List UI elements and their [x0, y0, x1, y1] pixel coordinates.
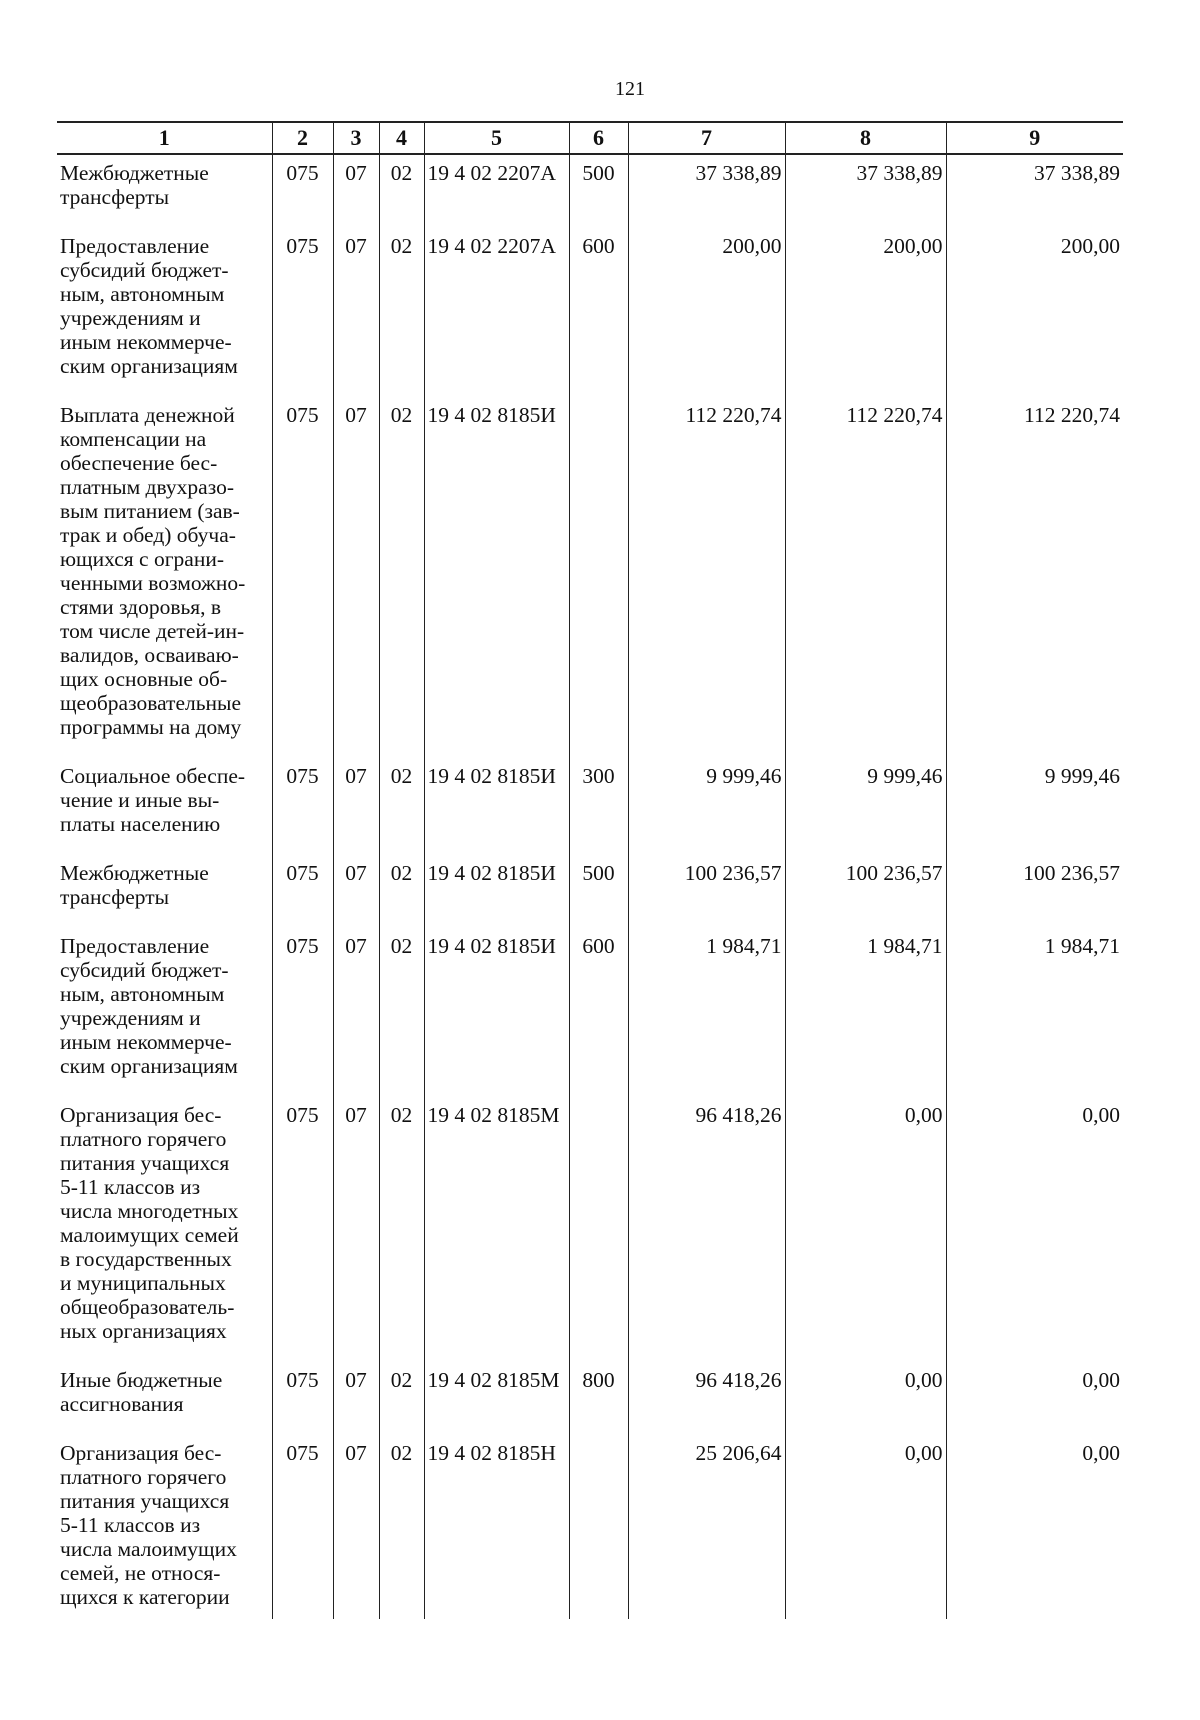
cell-target-article: 19 4 02 8185Н — [424, 1435, 569, 1619]
cell-subsection: 02 — [379, 1097, 424, 1362]
cell-amount-col8: 200,00 — [785, 228, 946, 397]
cell-expense-type: 500 — [569, 154, 628, 228]
cell-amount-col8: 0,00 — [785, 1362, 946, 1435]
row-name: Организация бес- платного горячего питания учащихся 5-11 классов из числа малоимущих семей, не относя- щихся к категории — [57, 1435, 272, 1619]
header-row — [57, 122, 1123, 154]
table-row — [57, 397, 1123, 758]
column-header: 1 — [57, 122, 272, 154]
column-header: 6 — [569, 122, 628, 154]
cell-target-article: 19 4 02 8185И — [424, 397, 569, 758]
column-header: 7 — [628, 122, 785, 154]
row-name: Межбюджетные трансферты — [57, 154, 272, 228]
row-name: Выплата денежной компенсации на обеспечение бес- платным двухразо- вым питанием (зав- трак и обед) обуча- ющихся с ограни- ченными возможно- стями здоровья, в том числе детей-ин- валидов, осваиваю- щих основные об- щеобразовательные программы на дому — [57, 397, 272, 758]
cell-subsection: 02 — [379, 855, 424, 928]
budget-table — [57, 121, 1123, 1619]
table-row — [57, 1435, 1123, 1619]
cell-amount-col7: 200,00 — [628, 228, 785, 397]
cell-expense-type — [569, 397, 628, 758]
cell-amount-col9: 0,00 — [946, 1435, 1123, 1619]
cell-amount-col7: 112 220,74 — [628, 397, 785, 758]
cell-amount-col7: 100 236,57 — [628, 855, 785, 928]
cell-target-article: 19 4 02 8185И — [424, 928, 569, 1097]
cell-ministry-code: 075 — [272, 1362, 333, 1435]
cell-expense-type — [569, 1097, 628, 1362]
column-header: 9 — [946, 122, 1123, 154]
cell-subsection: 02 — [379, 397, 424, 758]
cell-amount-col8: 112 220,74 — [785, 397, 946, 758]
table-row — [57, 1097, 1123, 1362]
cell-amount-col8: 37 338,89 — [785, 154, 946, 228]
cell-amount-col9: 9 999,46 — [946, 758, 1123, 855]
cell-amount-col9: 100 236,57 — [946, 855, 1123, 928]
cell-amount-col7: 25 206,64 — [628, 1435, 785, 1619]
cell-amount-col7: 37 338,89 — [628, 154, 785, 228]
cell-subsection: 02 — [379, 1362, 424, 1435]
column-header: 5 — [424, 122, 569, 154]
cell-section: 07 — [333, 1097, 379, 1362]
cell-ministry-code: 075 — [272, 154, 333, 228]
table-row — [57, 928, 1123, 1097]
row-name: Иные бюджетные ассигнования — [57, 1362, 272, 1435]
cell-section: 07 — [333, 855, 379, 928]
column-header: 8 — [785, 122, 946, 154]
cell-ministry-code: 075 — [272, 1435, 333, 1619]
cell-section: 07 — [333, 1435, 379, 1619]
table-row — [57, 758, 1123, 855]
cell-expense-type: 600 — [569, 228, 628, 397]
cell-subsection: 02 — [379, 228, 424, 397]
cell-amount-col9: 0,00 — [946, 1362, 1123, 1435]
cell-amount-col9: 37 338,89 — [946, 154, 1123, 228]
cell-ministry-code: 075 — [272, 1097, 333, 1362]
cell-ministry-code: 075 — [272, 397, 333, 758]
table-row — [57, 154, 1123, 228]
cell-amount-col9: 200,00 — [946, 228, 1123, 397]
cell-amount-col8: 1 984,71 — [785, 928, 946, 1097]
column-header: 3 — [333, 122, 379, 154]
column-header: 4 — [379, 122, 424, 154]
row-name: Социальное обеспе- чение и иные вы- платы населению — [57, 758, 272, 855]
column-header: 2 — [272, 122, 333, 154]
cell-expense-type: 300 — [569, 758, 628, 855]
cell-amount-col7: 96 418,26 — [628, 1097, 785, 1362]
cell-expense-type — [569, 1435, 628, 1619]
cell-ministry-code: 075 — [272, 855, 333, 928]
row-name: Предоставление субсидий бюджет- ным, автономным учреждениям и иным некоммерче- ским организациям — [57, 928, 272, 1097]
cell-subsection: 02 — [379, 154, 424, 228]
cell-ministry-code: 075 — [272, 928, 333, 1097]
cell-subsection: 02 — [379, 1435, 424, 1619]
cell-amount-col9: 112 220,74 — [946, 397, 1123, 758]
page-number: 121 — [615, 78, 645, 100]
cell-target-article: 19 4 02 2207А — [424, 154, 569, 228]
cell-target-article: 19 4 02 8185И — [424, 758, 569, 855]
cell-amount-col7: 9 999,46 — [628, 758, 785, 855]
cell-target-article: 19 4 02 2207А — [424, 228, 569, 397]
row-name: Предоставление субсидий бюджет- ным, автономным учреждениям и иным некоммерче- ским организациям — [57, 228, 272, 397]
cell-target-article: 19 4 02 8185И — [424, 855, 569, 928]
cell-amount-col9: 1 984,71 — [946, 928, 1123, 1097]
cell-subsection: 02 — [379, 928, 424, 1097]
cell-expense-type: 500 — [569, 855, 628, 928]
cell-expense-type: 800 — [569, 1362, 628, 1435]
cell-amount-col8: 0,00 — [785, 1435, 946, 1619]
cell-section: 07 — [333, 928, 379, 1097]
cell-target-article: 19 4 02 8185М — [424, 1362, 569, 1435]
cell-amount-col7: 96 418,26 — [628, 1362, 785, 1435]
cell-section: 07 — [333, 228, 379, 397]
cell-section: 07 — [333, 397, 379, 758]
table-row — [57, 1362, 1123, 1435]
cell-subsection: 02 — [379, 758, 424, 855]
cell-amount-col8: 0,00 — [785, 1097, 946, 1362]
table-row — [57, 855, 1123, 928]
cell-ministry-code: 075 — [272, 758, 333, 855]
row-name: Межбюджетные трансферты — [57, 855, 272, 928]
cell-section: 07 — [333, 154, 379, 228]
cell-amount-col9: 0,00 — [946, 1097, 1123, 1362]
cell-target-article: 19 4 02 8185М — [424, 1097, 569, 1362]
cell-amount-col8: 100 236,57 — [785, 855, 946, 928]
cell-amount-col7: 1 984,71 — [628, 928, 785, 1097]
cell-ministry-code: 075 — [272, 228, 333, 397]
cell-amount-col8: 9 999,46 — [785, 758, 946, 855]
cell-section: 07 — [333, 1362, 379, 1435]
cell-expense-type: 600 — [569, 928, 628, 1097]
row-name: Организация бес- платного горячего питания учащихся 5-11 классов из числа многодетных малоимущих семей в государственных и муниципальных общеобразователь- ных организациях — [57, 1097, 272, 1362]
cell-section: 07 — [333, 758, 379, 855]
table-row — [57, 228, 1123, 397]
